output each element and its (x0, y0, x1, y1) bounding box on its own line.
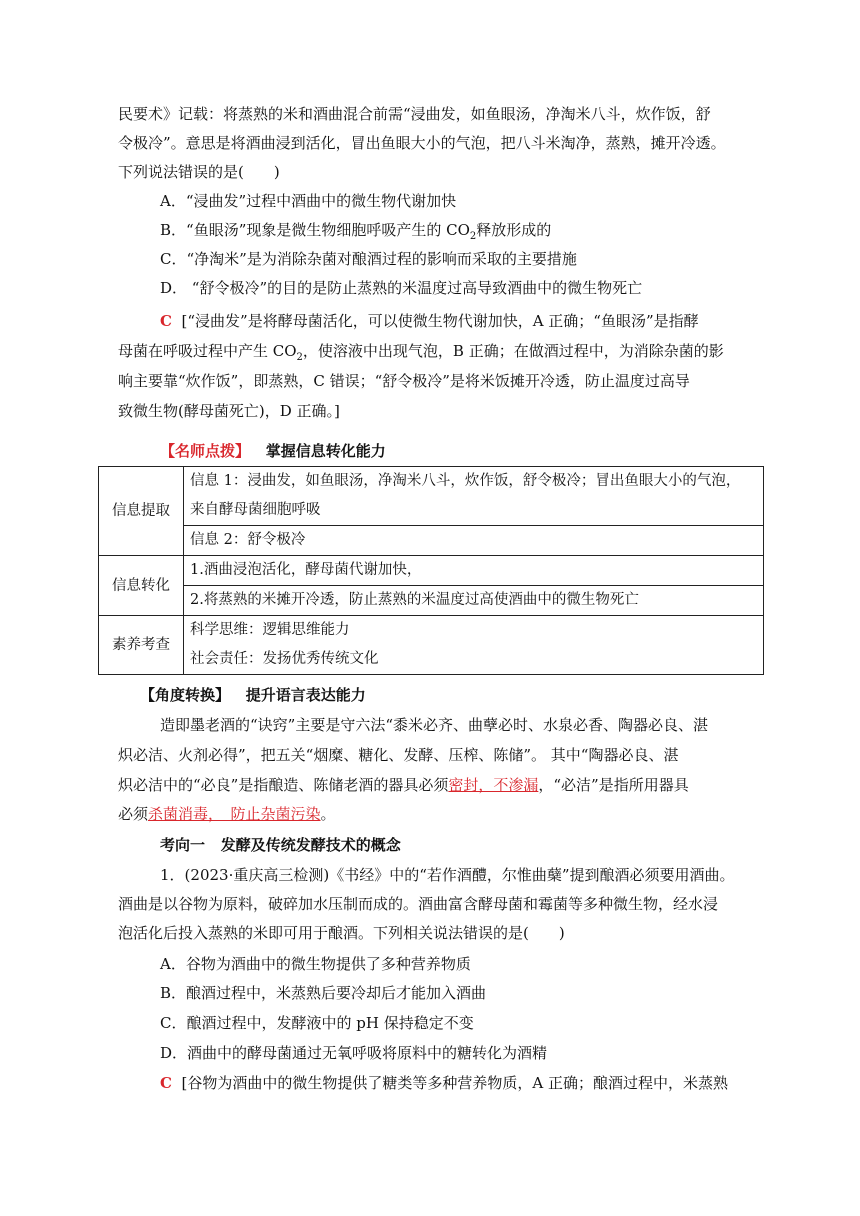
table-cell (184, 586, 764, 616)
option-b: B．酿酒过程中，米蒸熟后要冷却后才能加入酒曲 (160, 984, 487, 1002)
table-cell (184, 556, 764, 586)
info-table (98, 466, 764, 675)
paragraph-text: 必须 (118, 805, 149, 823)
cell-text: 科学思维：逻辑思维能力 (190, 622, 350, 638)
row-header: 素养考查 (99, 616, 184, 675)
table-row (99, 556, 764, 586)
answer-explanation-line: 致微生物(酵母菌死亡)，D 正确。] (118, 402, 340, 420)
paragraph-text: 炽必洁中的“必良”是指酿造、陈储老酒的器具必须 (118, 776, 449, 794)
option-a: A．“浸曲发”过程中酒曲中的微生物代谢加快 (160, 192, 457, 210)
subscript: 2 (296, 352, 303, 363)
subscript: 2 (469, 231, 477, 242)
option-b-text-end: 释放形成的 (476, 221, 552, 239)
fill-blank-answer: 密封，不渗漏 (448, 776, 539, 794)
question-stem-line: 泡活化后投入蒸熟的米即可用于酿酒。下列相关说法错误的是( ) (118, 924, 565, 942)
option-c: C．“净淘米”是为消除杂菌对酿酒过程的影响而采取的主要措施 (160, 250, 577, 268)
question-stem-line: 令极冷”。意思是将酒曲浸到活化，冒出鱼眼大小的气泡，把八斗米淘净，蒸熟，摊开冷透。 (118, 134, 726, 152)
explanation-text-end: ，使溶液中出现气泡，B 正确；在做酒过程中，为消除杂菌的影 (302, 342, 724, 360)
section-title: 发酵及传统发酵技术的概念 (220, 836, 401, 854)
question-stem-line: 1．(2023·重庆高三检测)《书经》中的“若作酒醴，尔惟曲蘖”提到酿酒必须要用酒曲。 (160, 866, 735, 884)
section-label: 考向一 (160, 836, 206, 854)
table-row (99, 616, 764, 675)
cell-text: 信息 2：舒令极冷 (190, 532, 306, 548)
explanation-text: 母菌在呼吸过程中产生 CO (118, 342, 297, 360)
angle-tag: 【角度转换】 (140, 686, 231, 704)
answer-letter: C (160, 312, 172, 330)
option-b-text: B．“鱼眼汤”现象是微生物细胞呼吸产生的 CO (160, 221, 470, 239)
tip-heading (160, 440, 386, 462)
answer-explanation-line (160, 1072, 728, 1094)
table-row (99, 586, 764, 616)
question-stem-line: 酒曲是以谷物为原料，破碎加水压制而成的。酒曲富含酵母菌和霉菌等多种微生物，经水浸 (118, 895, 719, 913)
paragraph-text-end: ，“必洁”是指所用器具 (538, 776, 689, 794)
row-header: 信息提取 (99, 467, 184, 556)
answer-letter: C (160, 1074, 172, 1092)
fill-blank-answer: 杀菌消毒， 防止杂菌污染 (148, 805, 321, 823)
cell-text: 1.酒曲浸泡活化，酵母菌代谢加快， (190, 562, 422, 578)
answer-explanation-line (160, 310, 699, 332)
paragraph-line: 造即墨老酒的“诀窍”主要是守六法“黍米必齐、曲孽必时、水泉必香、陶器必良、湛 (160, 716, 709, 734)
option-d: D． “舒令极冷”的目的是防止蒸熟的米温度过高导致酒曲中的微生物死亡 (160, 279, 643, 297)
row-header: 信息转化 (99, 556, 184, 616)
paragraph-line (118, 803, 336, 825)
angle-title: 提升语言表达能力 (245, 686, 366, 704)
paragraph-line: 炽必洁、火剂必得”，把五关“烟糜、糖化、发酵、压榨、陈储”。 其中“陶器必良、湛 (118, 746, 679, 764)
cell-text: 2.将蒸熟的米摊开冷透，防止蒸熟的米温度过高使酒曲中的微生物死亡 (190, 592, 639, 608)
table-cell (184, 467, 764, 526)
option-c: C．酿酒过程中，发酵液中的 pH 保持稳定不变 (160, 1014, 474, 1032)
option-d: D．酒曲中的酵母菌通过无氧呼吸将原料中的糖转化为酒精 (160, 1044, 548, 1062)
paragraph-line (118, 774, 689, 796)
option-a: A．谷物为酒曲中的微生物提供了多种营养物质 (160, 955, 471, 973)
answer-explanation-line (118, 340, 724, 369)
question-stem-line: 民要术》记载：将蒸熟的米和酒曲混合前需“浸曲发，如鱼眼汤，净淘米八斗，炊作饭，舒 (118, 105, 711, 123)
cell-text: 社会责任：发扬优秀传统文化 (190, 651, 379, 667)
explanation-text: [“浸曲发”是将酵母菌活化，可以使微生物代谢加快，A 正确；“鱼眼汤”是指酵 (181, 312, 699, 330)
table-row (99, 467, 764, 526)
tip-title: 掌握信息转化能力 (265, 442, 386, 460)
question-stem-line: 下列说法错误的是( ) (118, 163, 280, 181)
cell-text: 信息 1：浸曲发，如鱼眼汤，净淘米八斗，炊作饭，舒令极冷；冒出鱼眼大小的气泡， (190, 473, 741, 489)
table-row (99, 526, 764, 556)
table-cell (184, 526, 764, 556)
section-heading (160, 834, 401, 856)
tip-tag: 【名师点拨】 (160, 442, 251, 460)
table-cell (184, 616, 764, 675)
explanation-text: [谷物为酒曲中的微生物提供了糖类等多种营养物质，A 正确；酿酒过程中，米蒸熟 (181, 1074, 728, 1092)
option-b (160, 219, 551, 248)
paragraph-text-end: 。 (320, 805, 336, 823)
cell-text: 来自酵母菌细胞呼吸 (190, 502, 321, 518)
answer-explanation-line: 响主要靠“炊作饭”，即蒸熟，C 错误；“舒令极冷”是将米饭摊开冷透，防止温度过高导 (118, 372, 690, 390)
angle-heading (140, 684, 366, 706)
